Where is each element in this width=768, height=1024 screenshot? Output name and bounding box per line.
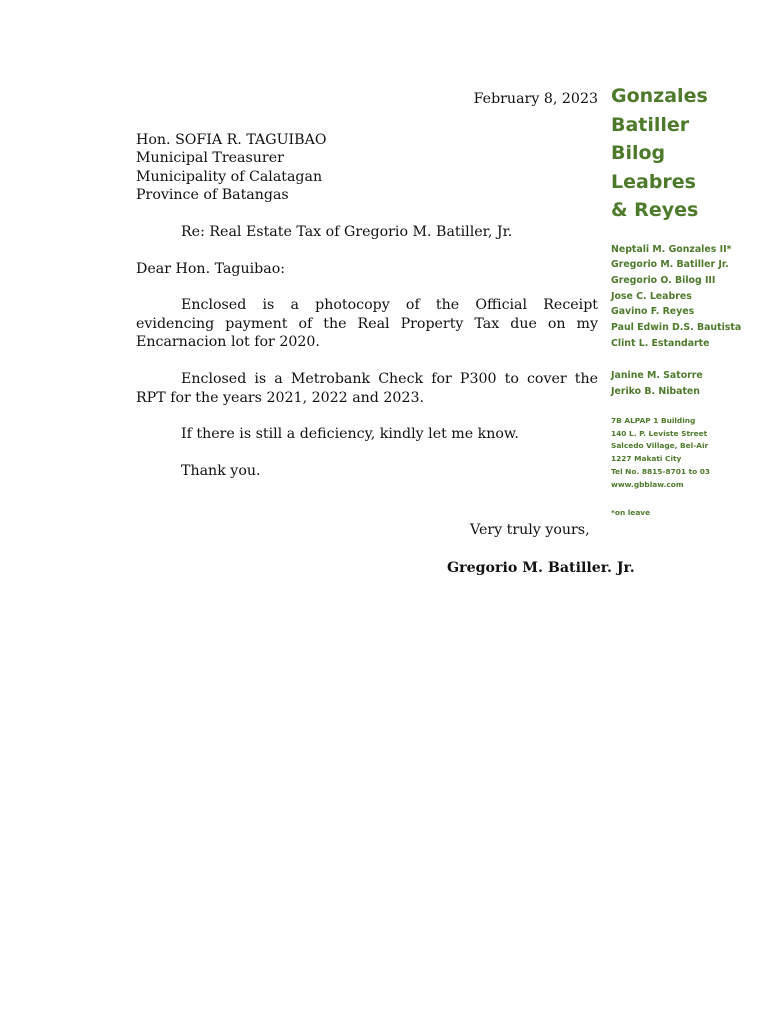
firm-website: www.gbblaw.com [611, 479, 684, 489]
paragraph-receipt: Enclosed is a photocopy of the Official Receipt evidencing payment of the Real Property Tax due on my Encarnacion lot for 2020. [136, 297, 598, 351]
paragraph-deficiency: If there is still a deficiency, kindly let me know. [181, 426, 519, 443]
partner-name: Gregorio M. Batiller Jr. [611, 259, 729, 271]
paragraph-thanks: Thank you. [181, 462, 261, 479]
partner-name: Gregorio O. Bilog III [611, 274, 716, 286]
associate-name: Janine M. Satorre [611, 370, 703, 382]
salutation: Dear Hon. Taguibao: [136, 260, 286, 277]
partner-name: Clint L. Estandarte [611, 337, 710, 349]
recipient-block [136, 131, 598, 205]
firm-name-line: Leabres [611, 170, 696, 193]
firm-name-line: & Reyes [611, 199, 699, 221]
partner-name: Neptali M. Gonzales II* [611, 243, 732, 255]
partner-list [611, 242, 761, 352]
letter-body [136, 90, 598, 480]
address-line: 1227 Makati City [611, 454, 682, 464]
firm-name [611, 82, 761, 225]
recipient-office: Municipality of Calatagan [136, 168, 323, 185]
letter-date: February 8, 2023 [473, 91, 598, 107]
address-line: Salcedo Village, Bel-Air [611, 441, 709, 451]
subject-line: Re: Real Estate Tax of Gregorio M. Batiller, Jr. [181, 223, 513, 240]
address-line: 140 L. P. Leviste Street [611, 428, 708, 438]
firm-name-line: Gonzales [611, 85, 708, 107]
firm-letterhead [611, 82, 761, 517]
partner-name: Gavino F. Reyes [611, 306, 695, 318]
associate-list [611, 368, 761, 399]
address-line: 7B ALPAP 1 Building [611, 415, 696, 425]
firm-name-line: Batiller [611, 113, 690, 136]
signature-name: Gregorio M. Batiller. Jr. [447, 560, 635, 576]
partner-name: Jose C. Leabres [611, 290, 692, 302]
on-leave-footnote: *on leave [611, 507, 651, 517]
recipient-title: Municipal Treasurer [136, 150, 284, 167]
firm-phone: Tel No. 8815-8701 to 03 [611, 467, 711, 477]
recipient-name: Hon. SOFIA R. TAGUIBAO [136, 131, 327, 148]
firm-name-line: Bilog [611, 142, 666, 164]
recipient-province: Province of Batangas [136, 187, 289, 204]
partner-name: Paul Edwin D.S. Bautista [611, 322, 742, 334]
paragraph-check: Enclosed is a Metrobank Check for P300 to cover the RPT for the years 2021, 2022 and 2023. [136, 370, 598, 406]
firm-address [611, 415, 761, 492]
associate-name: Jeriko B. Nibaten [611, 386, 700, 398]
closing: Very truly yours, [470, 522, 590, 538]
